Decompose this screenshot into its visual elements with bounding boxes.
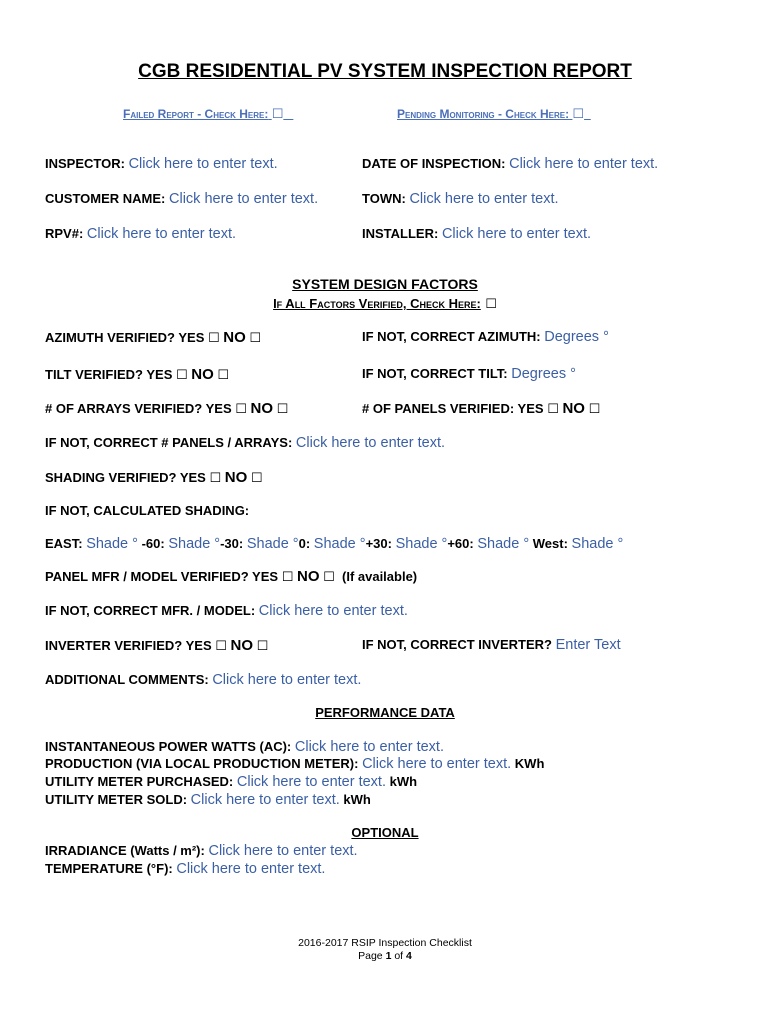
rpv-row <box>45 226 236 242</box>
footer-page-current: 1 <box>385 950 392 962</box>
shading-yes-checkbox[interactable]: ☐ <box>209 470 222 485</box>
sold-field[interactable]: Click here to enter text. <box>190 792 340 808</box>
plus60-label: +60: <box>447 536 474 551</box>
purchased-row <box>45 774 417 790</box>
panel-mfr-no-checkbox[interactable]: ☐ <box>323 569 335 584</box>
footer-page-prefix: Page <box>358 950 383 962</box>
installer-label: INSTALLER: <box>362 226 439 241</box>
correct-tilt-label: IF NOT, CORRECT TILT: <box>362 366 508 381</box>
correct-azimuth-row <box>362 329 609 345</box>
minus60-label: -60: <box>141 536 165 551</box>
shade-minus30-field[interactable]: Shade ° <box>246 536 299 552</box>
date-row <box>362 156 658 172</box>
inspector-label: INSPECTOR: <box>45 156 125 171</box>
sold-label: UTILITY METER SOLD: <box>45 792 188 807</box>
shading-angles-row <box>45 536 623 552</box>
tilt-yes-checkbox[interactable]: ☐ <box>176 367 188 382</box>
tilt-no-checkbox[interactable]: ☐ <box>217 367 230 382</box>
pending-monitoring-label: Pending Monitoring - Check Here: <box>397 107 570 121</box>
all-factors-verified-row[interactable] <box>0 295 770 313</box>
shade-zero-field[interactable]: Shade ° <box>313 536 366 552</box>
panels-label: # OF PANELS VERIFIED: YES <box>362 401 544 416</box>
production-row <box>45 756 544 772</box>
shading-row <box>45 469 263 486</box>
installer-row <box>362 226 591 242</box>
failed-report-flag[interactable] <box>123 106 293 122</box>
irradiance-row <box>45 843 358 859</box>
correct-tilt-field[interactable]: Degrees ° <box>511 366 576 382</box>
customer-field[interactable]: Click here to enter text. <box>169 191 319 207</box>
installer-field[interactable]: Click here to enter text. <box>441 226 592 242</box>
shade-plus30-field[interactable]: Shade ° <box>395 536 448 552</box>
panels-no-label: NO <box>562 400 585 417</box>
shading-label: SHADING VERIFIED? YES <box>45 470 206 485</box>
performance-heading: PERFORMANCE DATA <box>315 705 455 720</box>
panel-mfr-no-label: NO <box>296 568 320 585</box>
tilt-label: TILT VERIFIED? YES <box>45 367 173 382</box>
temperature-field[interactable]: Click here to enter text. <box>176 861 326 877</box>
footer-page-of: of <box>394 950 404 962</box>
failed-report-label: Failed Report - Check Here: <box>123 107 269 121</box>
page-title: CGB RESIDENTIAL PV SYSTEM INSPECTION REPORT <box>138 61 632 82</box>
inverter-label: INVERTER VERIFIED? YES <box>45 638 212 653</box>
rpv-field[interactable]: Click here to enter text. <box>86 226 237 242</box>
purchased-field[interactable]: Click here to enter text. <box>236 774 386 790</box>
system-design-heading: SYSTEM DESIGN FACTORS <box>292 276 478 292</box>
minus30-label: -30: <box>220 536 244 551</box>
shading-no-label: NO <box>224 469 248 486</box>
customer-row <box>45 191 318 207</box>
arrays-row <box>45 400 288 417</box>
east-label: EAST: <box>45 536 83 551</box>
pending-monitoring-flag[interactable] <box>397 106 591 122</box>
rpv-label: RPV#: <box>45 226 84 241</box>
shade-west-field[interactable]: Shade ° <box>571 536 624 552</box>
zero-label: 0: <box>298 536 311 551</box>
panels-yes-checkbox[interactable]: ☐ <box>547 401 559 416</box>
footer-page-total: 4 <box>406 950 412 962</box>
power-row <box>45 739 444 755</box>
optional-heading: OPTIONAL <box>351 825 419 840</box>
azimuth-no-label: NO <box>223 329 246 346</box>
sold-row <box>45 792 371 808</box>
inverter-yes-checkbox[interactable]: ☐ <box>215 638 227 653</box>
production-unit: KWh <box>514 756 545 771</box>
irradiance-field[interactable]: Click here to enter text. <box>208 843 358 859</box>
comments-field[interactable]: Click here to enter text. <box>212 672 362 688</box>
all-factors-verified-checkbox[interactable]: ☐ <box>485 296 497 311</box>
inverter-no-checkbox[interactable]: ☐ <box>256 638 269 653</box>
correct-panels-row <box>45 435 445 451</box>
correct-tilt-row <box>362 366 576 382</box>
all-factors-verified-label: If All Factors Verified, Check Here: <box>273 296 481 311</box>
correct-panels-field[interactable]: Click here to enter text. <box>295 435 445 451</box>
town-row <box>362 191 559 207</box>
correct-inverter-field[interactable]: Enter Text <box>555 637 621 653</box>
inverter-no-label: NO <box>230 637 254 654</box>
power-field[interactable]: Click here to enter text. <box>294 739 444 755</box>
correct-inverter-label: IF NOT, CORRECT INVERTER? <box>362 637 552 652</box>
plus30-label: +30: <box>365 536 392 551</box>
comments-row <box>45 672 361 688</box>
tilt-row <box>45 366 229 383</box>
panels-row <box>362 400 600 417</box>
calculated-shading-label: IF NOT, CALCULATED SHADING: <box>45 503 250 518</box>
purchased-label: UTILITY METER PURCHASED: <box>45 774 234 789</box>
arrays-label: # OF ARRAYS VERIFIED? YES <box>45 401 232 416</box>
correct-panels-label: IF NOT, CORRECT # PANELS / ARRAYS: <box>45 435 293 450</box>
production-label: PRODUCTION (VIA LOCAL PRODUCTION METER): <box>45 756 359 771</box>
date-field[interactable]: Click here to enter text. <box>509 156 659 172</box>
panels-no-checkbox[interactable]: ☐ <box>588 401 601 416</box>
date-label: DATE OF INSPECTION: <box>362 156 506 171</box>
irradiance-label: IRRADIANCE (Watts / m²): <box>45 843 205 858</box>
panel-mfr-label: PANEL MFR / MODEL VERIFIED? YES <box>45 569 279 584</box>
footer-title: 2016-2017 RSIP Inspection Checklist <box>298 937 472 949</box>
correct-azimuth-field[interactable]: Degrees ° <box>544 329 609 345</box>
town-field[interactable]: Click here to enter text. <box>409 191 559 207</box>
pending-monitoring-checkbox[interactable]: ☐ <box>572 106 585 121</box>
azimuth-label: AZIMUTH VERIFIED? YES <box>45 330 205 345</box>
temperature-row <box>45 861 325 877</box>
customer-label: CUSTOMER NAME: <box>45 191 166 206</box>
correct-mfr-row <box>45 603 408 619</box>
power-label: INSTANTANEOUS POWER WATTS (AC): <box>45 739 292 754</box>
inverter-row <box>45 637 268 654</box>
panel-mfr-yes-checkbox[interactable]: ☐ <box>281 569 294 584</box>
shading-no-checkbox[interactable]: ☐ <box>250 470 263 485</box>
azimuth-row <box>45 329 261 346</box>
shade-minus60-field[interactable]: Shade ° <box>168 536 221 552</box>
failed-report-checkbox[interactable]: ☐ <box>271 106 284 121</box>
shade-east-field[interactable]: Shade ° <box>86 536 138 552</box>
arrays-no-checkbox[interactable]: ☐ <box>276 401 289 416</box>
correct-inverter-row <box>362 637 621 653</box>
tilt-no-label: NO <box>191 366 214 383</box>
temperature-label: TEMPERATURE (°F): <box>45 861 173 876</box>
arrays-yes-checkbox[interactable]: ☐ <box>235 401 247 416</box>
west-label: West: <box>532 536 568 551</box>
comments-label: ADDITIONAL COMMENTS: <box>45 672 209 687</box>
inspector-field[interactable]: Click here to enter text. <box>128 156 278 172</box>
purchased-unit: kWh <box>389 774 418 789</box>
sold-unit: kWh <box>343 792 371 807</box>
production-field[interactable]: Click here to enter text. <box>362 756 512 772</box>
arrays-no-label: NO <box>250 400 274 417</box>
shade-plus60-field[interactable]: Shade ° <box>477 536 530 552</box>
inspector-row <box>45 156 278 172</box>
footer-page-number <box>0 950 770 962</box>
correct-azimuth-label: IF NOT, CORRECT AZIMUTH: <box>362 329 541 344</box>
azimuth-yes-checkbox[interactable]: ☐ <box>208 330 220 345</box>
correct-mfr-label: IF NOT, CORRECT MFR. / MODEL: <box>45 603 256 618</box>
azimuth-no-checkbox[interactable]: ☐ <box>249 330 262 345</box>
panel-mfr-row <box>45 568 417 585</box>
correct-mfr-field[interactable]: Click here to enter text. <box>258 603 408 619</box>
if-available-note: (If available) <box>342 569 418 584</box>
town-label: TOWN: <box>362 191 406 206</box>
